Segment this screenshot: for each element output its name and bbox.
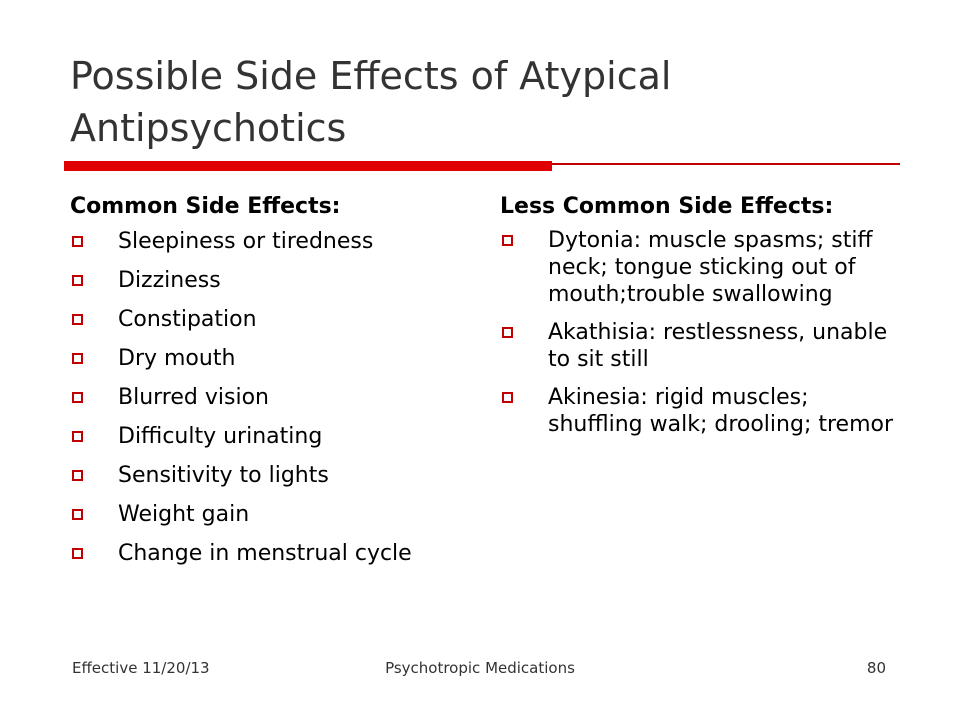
list-item — [70, 344, 470, 373]
square-bullet-icon — [502, 327, 513, 338]
square-bullet-icon — [72, 470, 83, 481]
footer-presentation-title: Psychotropic Medications — [385, 659, 575, 677]
square-bullet-icon — [72, 275, 83, 286]
less-common-side-effects-heading: Less Common Side Effects: — [500, 194, 834, 219]
list-item — [70, 461, 470, 490]
square-bullet-icon — [72, 431, 83, 442]
square-bullet-icon — [502, 392, 513, 403]
list-item — [70, 383, 470, 412]
footer-effective-date: Effective 11/20/13 — [72, 659, 210, 677]
list-item — [70, 227, 470, 256]
list-item-text: Akinesia: rigid muscles; shuffling walk; drooling; tremor — [548, 385, 894, 437]
list-item-text: Sensitivity to lights — [118, 463, 329, 488]
list-item-text: Sleepiness or tiredness — [118, 229, 374, 254]
list-item-text: Change in menstrual cycle — [118, 541, 412, 566]
list-item — [70, 305, 470, 334]
square-bullet-icon — [72, 236, 83, 247]
list-item — [70, 539, 470, 568]
slide-title: Possible Side Effects of Atypical Antipsychotics — [70, 54, 672, 150]
square-bullet-icon — [72, 392, 83, 403]
square-bullet-icon — [72, 509, 83, 520]
title-accent-bar — [64, 161, 552, 171]
common-side-effects-list — [70, 227, 470, 568]
list-item — [70, 266, 470, 295]
list-item-text: Blurred vision — [118, 385, 269, 410]
list-item-text: Dytonia: muscle spasms; stiff neck; tongue sticking out of mouth;trouble swallowing — [548, 228, 873, 307]
footer-page-number: 80 — [866, 659, 886, 677]
list-item — [500, 384, 900, 438]
list-item-text: Constipation — [118, 307, 257, 332]
square-bullet-icon — [72, 548, 83, 559]
list-item — [500, 227, 900, 308]
common-side-effects-heading: Common Side Effects: — [70, 194, 341, 219]
square-bullet-icon — [72, 314, 83, 325]
list-item — [70, 500, 470, 529]
list-item-text: Dry mouth — [118, 346, 236, 371]
square-bullet-icon — [502, 235, 513, 246]
list-item-text: Weight gain — [118, 502, 250, 527]
less-common-side-effects-column — [500, 192, 900, 449]
list-item — [500, 319, 900, 373]
common-side-effects-column — [70, 192, 470, 578]
list-item-text: Dizziness — [118, 268, 221, 293]
list-item-text: Akathisia: restlessness, unable to sit still — [548, 320, 888, 372]
list-item-text: Difficulty urinating — [118, 424, 323, 449]
square-bullet-icon — [72, 353, 83, 364]
list-item — [70, 422, 470, 451]
less-common-side-effects-list — [500, 227, 900, 438]
